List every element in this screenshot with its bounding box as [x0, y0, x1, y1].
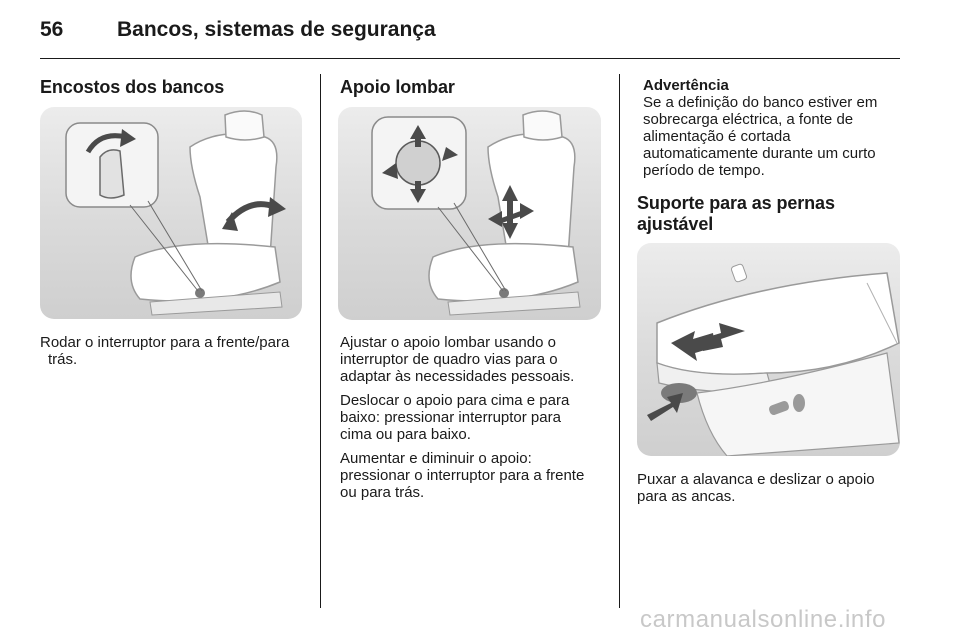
warning-title: Advertência	[643, 77, 729, 94]
caption-leg-support-line2: para as ancas.	[637, 488, 736, 505]
caption-leg-support-line1: Puxar a alavanca e deslizar o apoio	[637, 471, 875, 488]
caption-backrest	[40, 334, 312, 368]
page-number: 56	[40, 18, 64, 41]
lumbar-p3-line1: Aumentar e diminuir o apoio:	[340, 450, 532, 467]
lumbar-text	[340, 334, 615, 501]
section-leg-support	[637, 193, 902, 235]
header-rule	[40, 58, 900, 59]
watermark: carmanualsonline.info	[640, 606, 887, 633]
section-title-leg-support-line2: ajustável	[637, 214, 714, 234]
leg-support-illustration	[637, 243, 900, 456]
column-divider-1	[320, 74, 321, 608]
warning-line4: automaticamente durante um curto	[643, 145, 876, 162]
warning-line3: alimentação é cortada	[643, 128, 791, 145]
caption-backrest-line2: trás.	[48, 351, 78, 368]
caption-backrest-line1: Rodar o interruptor para a frente/para	[40, 334, 290, 351]
lumbar-p1-line2: interruptor de quadro vias para o	[340, 351, 558, 368]
section-backrest	[40, 77, 310, 98]
warning-note	[643, 77, 903, 179]
lumbar-p1-line3: adaptar às necessidades pessoais.	[340, 368, 575, 385]
lumbar-p2-line1: Deslocar o apoio para cima e para	[340, 392, 570, 409]
seat-backrest-illustration	[40, 107, 302, 319]
section-title-lumbar: Apoio lombar	[340, 77, 455, 97]
section-title-backrest: Encostos dos bancos	[40, 77, 225, 97]
lumbar-support-illustration	[338, 107, 601, 320]
lumbar-p1-line1: Ajustar o apoio lombar usando o	[340, 334, 556, 351]
lumbar-p2-line2: baixo: pressionar interruptor para	[340, 409, 561, 426]
warning-line2: sobrecarga eléctrica, a fonte de	[643, 111, 854, 128]
caption-leg-support	[637, 471, 902, 505]
column-divider-2	[619, 74, 620, 608]
section-lumbar	[340, 77, 610, 98]
warning-line5: período de tempo.	[643, 162, 765, 179]
lumbar-p2-line3: cima ou para baixo.	[340, 426, 471, 443]
lumbar-p3-line3: ou para trás.	[340, 484, 425, 501]
page-title: Bancos, sistemas de segurança	[117, 18, 436, 41]
warning-line1: Se a definição do banco estiver em	[643, 94, 878, 111]
lumbar-p3-line2: pressionar o interruptor para a frente	[340, 467, 585, 484]
section-title-leg-support-line1: Suporte para as pernas	[637, 193, 835, 213]
